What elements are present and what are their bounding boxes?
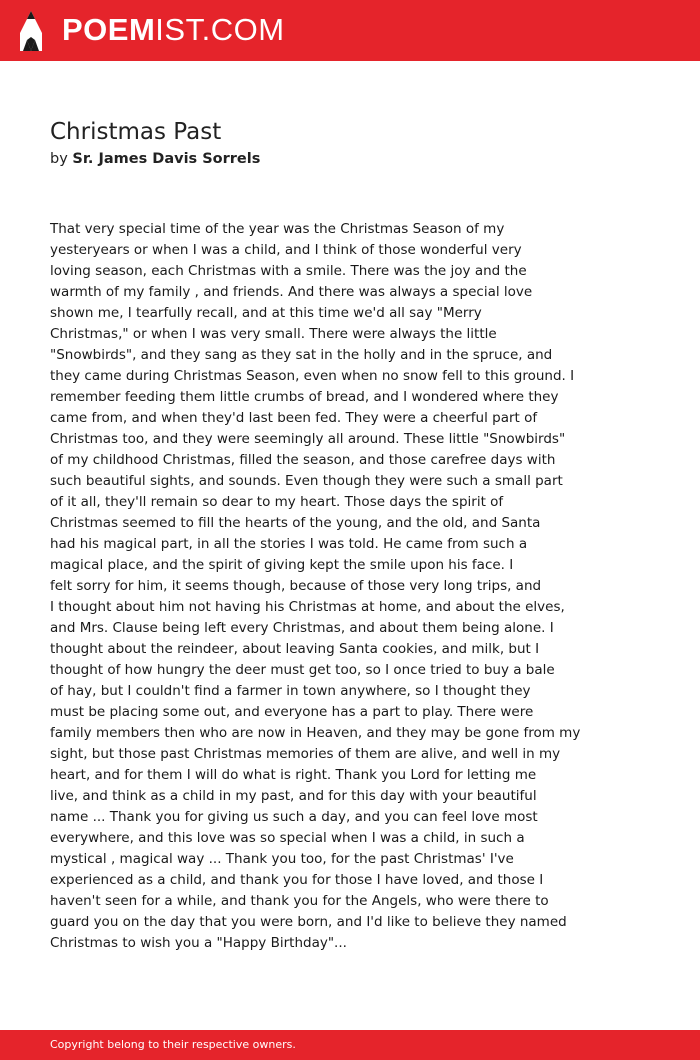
poem-line: I thought about him not having his Christmas at home, and about the elves, [50, 599, 565, 615]
poem-line: warmth of my family , and friends. And there was always a special love [50, 284, 533, 300]
poem-line: Christmas to wish you a "Happy Birthday"... [50, 935, 347, 951]
pencil-tip-icon[interactable] [18, 10, 44, 52]
site-footer [0, 1030, 700, 1060]
by-label: by [50, 151, 68, 167]
poem-line: Christmas," or when I was very small. There were always the little [50, 326, 497, 342]
poem-line: family members then who are now in Heaven, and they may be gone from my [50, 725, 581, 741]
footer-copyright: Copyright belong to their respective owners. [50, 1038, 296, 1051]
poem-line: felt sorry for him, it seems though, because of those very long trips, and [50, 578, 542, 594]
poem-line: shown me, I tearfully recall, and at this time we'd all say "Merry [50, 305, 482, 321]
poem-line: sight, but those past Christmas memories of them are alive, and well in my [50, 746, 561, 762]
poem-line: experienced as a child, and thank you for those I have loved, and those I [50, 872, 544, 888]
poem-line: thought of how hungry the deer must get too, so I once tried to buy a bale [50, 662, 555, 678]
poem-line: guard you on the day that you were born, and I'd like to believe they named [50, 914, 567, 930]
poem-line: such beautiful sights, and sounds. Even though they were such a small part [50, 473, 563, 489]
poem-line: yesteryears or when I was a child, and I think of those wonderful very [50, 242, 522, 258]
poem-line: everywhere, and this love was so special when I was a child, in such a [50, 830, 525, 846]
site-logo[interactable] [62, 12, 285, 48]
poem-line: Christmas seemed to fill the hearts of the young, and the old, and Santa [50, 515, 541, 531]
poem-line: thought about the reindeer, about leaving Santa cookies, and milk, but I [50, 641, 540, 657]
poem-line: Christmas too, and they were seemingly all around. These little "Snowbirds" [50, 431, 566, 447]
poem-line: they came during Christmas Season, even when no snow fell to this ground. I [50, 368, 575, 384]
poem-line: of hay, but I couldn't find a farmer in town anywhere, so I thought they [50, 683, 531, 699]
poem-line: haven't seen for a while, and thank you for the Angels, who were there to [50, 893, 549, 909]
poem-title: Christmas Past [50, 119, 222, 145]
poem-line: loving season, each Christmas with a smile. There was the joy and the [50, 263, 527, 279]
poem-line: That very special time of the year was the Christmas Season of my [50, 221, 505, 237]
poem-line: of it all, they'll remain so dear to my heart. Those days the spirit of [50, 494, 504, 510]
poem-body [50, 219, 680, 954]
logo-light-text: IST.COM [155, 12, 285, 47]
poem-line: magical place, and the spirit of giving kept the smile upon his face. I [50, 557, 514, 573]
poem-line: heart, and for them I will do what is right. Thank you Lord for letting me [50, 767, 537, 783]
poem-line: "Snowbirds", and they sang as they sat in the holly and in the spruce, and [50, 347, 553, 363]
poem-line: mystical , magical way ... Thank you too, for the past Christmas' I've [50, 851, 514, 867]
poem-line: remember feeding them little crumbs of bread, and I wondered where they [50, 389, 559, 405]
poem-line: came from, and when they'd last been fed. They were a cheerful part of [50, 410, 538, 426]
poem-line: and Mrs. Clause being left every Christmas, and about them being alone. I [50, 620, 554, 636]
logo-bold-text: POEM [62, 12, 156, 47]
poem-line: must be placing some out, and everyone has a part to play. There were [50, 704, 534, 720]
poem-line: of my childhood Christmas, filled the season, and those carefree days with [50, 452, 556, 468]
poem-line: had his magical part, in all the stories I was told. He came from such a [50, 536, 528, 552]
poem-byline [50, 149, 260, 169]
site-header [0, 0, 700, 61]
poem-line: live, and think as a child in my past, and for this day with your beautiful [50, 788, 537, 804]
poem-line: name ... Thank you for giving us such a day, and you can feel love most [50, 809, 538, 825]
poem-author[interactable]: Sr. James Davis Sorrels [72, 151, 261, 167]
